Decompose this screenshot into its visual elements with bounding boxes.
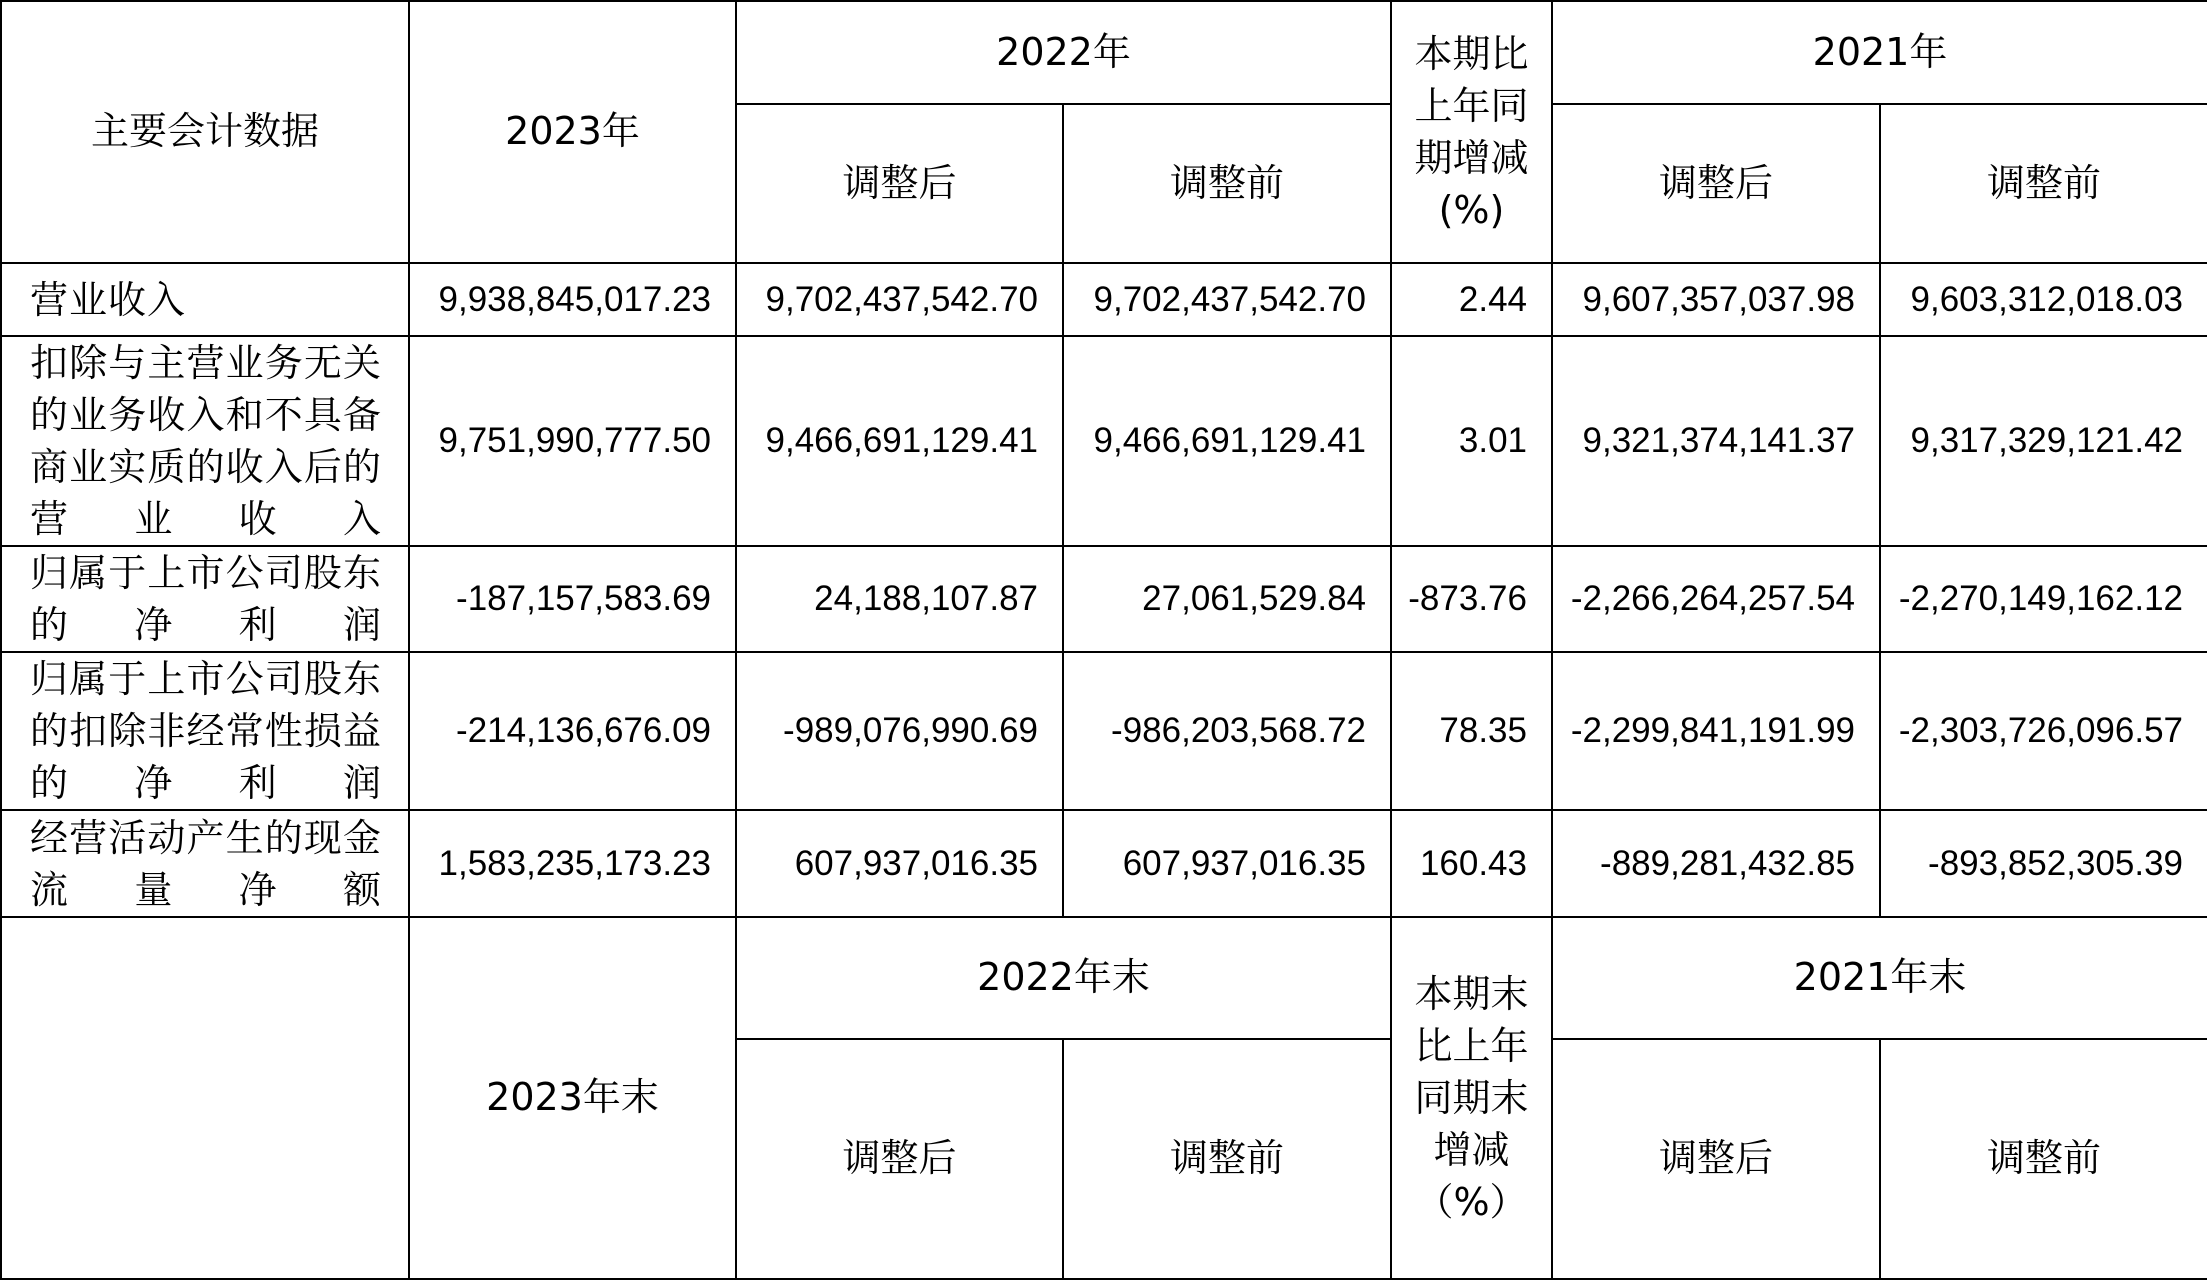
value-2022-adjusted-before: 9,702,437,542.70 [1063,263,1391,336]
row-label: 营业收入 [1,263,409,336]
row-label: 归属于上市公司股东的净利润 [1,546,409,652]
value-2021-adjusted-after: -2,299,841,191.99 [1552,652,1880,810]
header-year-2023: 2023年 [409,1,736,263]
value-2022-adjusted-before: 607,937,016.35 [1063,810,1391,917]
value-2022-adjusted-before: 27,061,529.84 [1063,546,1391,652]
header-2022-adjusted-before: 调整前 [1063,104,1391,263]
value-change-percent: 2.44 [1391,263,1552,336]
value-2022-adjusted-after: 24,188,107.87 [736,546,1063,652]
table-row [1,336,2207,546]
header2-change-percent: 本期末比上年同期末增减（%） [1391,917,1552,1279]
value-change-percent: 3.01 [1391,336,1552,546]
header2-empty-label [1,917,409,1279]
value-2022-adjusted-after: 9,702,437,542.70 [736,263,1063,336]
value-2023: -187,157,583.69 [409,546,736,652]
value-2023: 9,751,990,777.50 [409,336,736,546]
row-label: 归属于上市公司股东的扣除非经常性损益的净利润 [1,652,409,810]
value-2021-adjusted-after: -2,266,264,257.54 [1552,546,1880,652]
value-2021-adjusted-before: -893,852,305.39 [1880,810,2207,917]
header2-year-2022-end: 2022年末 [736,917,1391,1039]
value-2023: 1,583,235,173.23 [409,810,736,917]
table-row [1,546,2207,652]
header2-year-2021-end: 2021年末 [1552,917,2207,1039]
value-2022-adjusted-after: 9,466,691,129.41 [736,336,1063,546]
value-2021-adjusted-before: 9,317,329,121.42 [1880,336,2207,546]
header-year-2022: 2022年 [736,1,1391,104]
row-label: 扣除与主营业务无关的业务收入和不具备商业实质的收入后的营业收入 [1,336,409,546]
value-2021-adjusted-before: -2,303,726,096.57 [1880,652,2207,810]
value-2021-adjusted-after: -889,281,432.85 [1552,810,1880,917]
header2-2021-adjusted-after: 调整后 [1552,1039,1880,1279]
value-change-percent: 160.43 [1391,810,1552,917]
table-row [1,652,2207,810]
header2-year-2023-end: 2023年末 [409,917,736,1279]
header-main-accounting-data: 主要会计数据 [1,1,409,263]
value-change-percent: 78.35 [1391,652,1552,810]
header2-2022-adjusted-before: 调整前 [1063,1039,1391,1279]
header-2021-adjusted-before: 调整前 [1880,104,2207,263]
value-2021-adjusted-before: -2,270,149,162.12 [1880,546,2207,652]
row-label: 经营活动产生的现金流量净额 [1,810,409,917]
value-2022-adjusted-before: -986,203,568.72 [1063,652,1391,810]
header-year-2021: 2021年 [1552,1,2207,104]
value-2021-adjusted-after: 9,321,374,141.37 [1552,336,1880,546]
value-2021-adjusted-before: 9,603,312,018.03 [1880,263,2207,336]
table-row [1,810,2207,917]
value-2023: 9,938,845,017.23 [409,263,736,336]
header-2021-adjusted-after: 调整后 [1552,104,1880,263]
value-2021-adjusted-after: 9,607,357,037.98 [1552,263,1880,336]
value-2022-adjusted-before: 9,466,691,129.41 [1063,336,1391,546]
value-2022-adjusted-after: 607,937,016.35 [736,810,1063,917]
value-change-percent: -873.76 [1391,546,1552,652]
header-2022-adjusted-after: 调整后 [736,104,1063,263]
header-change-percent: 本期比上年同期增减(%) [1391,1,1552,263]
table-row [1,263,2207,336]
value-2023: -214,136,676.09 [409,652,736,810]
header2-2021-adjusted-before: 调整前 [1880,1039,2207,1279]
value-2022-adjusted-after: -989,076,990.69 [736,652,1063,810]
header2-2022-adjusted-after: 调整后 [736,1039,1063,1279]
